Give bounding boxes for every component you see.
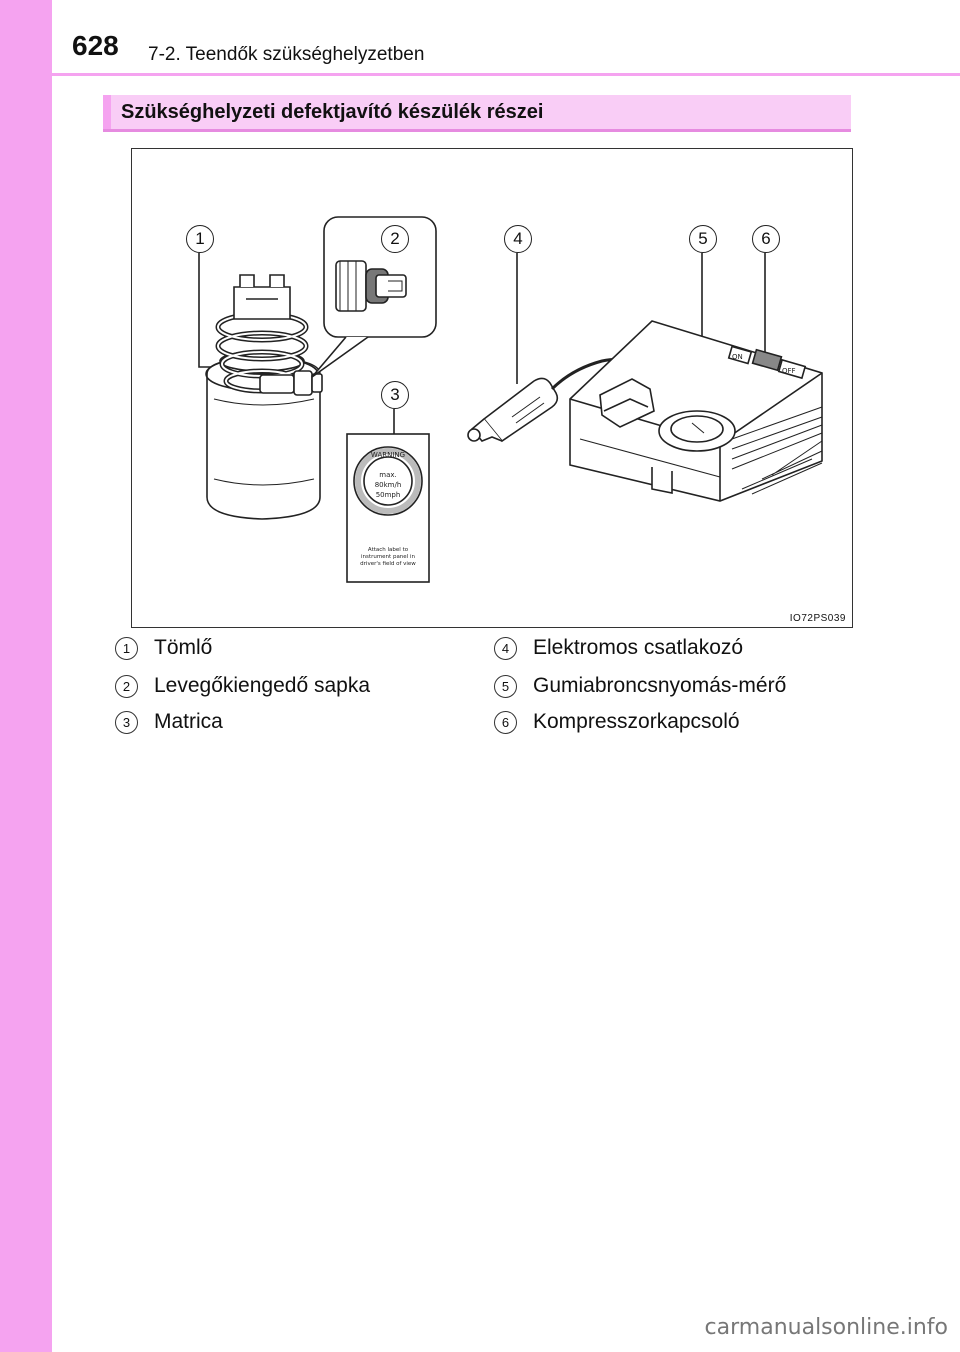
illustration-drawing xyxy=(132,149,852,627)
legend-item xyxy=(494,672,786,700)
legend-number: 1 xyxy=(115,637,138,660)
legend-label: Kompresszorkapcsoló xyxy=(533,710,740,733)
repair-kit-illustration xyxy=(131,148,853,628)
callout-2: 2 xyxy=(381,225,409,253)
callout-3: 3 xyxy=(381,381,409,409)
switch-label-on: ON xyxy=(732,353,743,361)
legend-label: Gumiabroncsnyomás-mérő xyxy=(533,674,787,697)
side-color-band xyxy=(0,0,52,1352)
legend-number: 2 xyxy=(115,675,138,698)
valve-fitting xyxy=(260,371,322,395)
callout-4: 4 xyxy=(504,225,532,253)
sticker-note-line1: Attach label to xyxy=(367,547,409,553)
switch-label-off: OFF xyxy=(782,367,796,375)
footer-watermark[interactable]: carmanualsonline.info xyxy=(704,1315,948,1340)
legend-number: 6 xyxy=(494,711,517,734)
callout-5: 5 xyxy=(689,225,717,253)
section-header xyxy=(103,95,851,132)
legend-item xyxy=(494,634,743,662)
sticker-note-line3: driver's field of view xyxy=(360,561,416,567)
sticker-note-line2: instrument panel in xyxy=(361,554,415,560)
sticker-kmh-text: 80km/h xyxy=(374,481,402,489)
page-number: 628 xyxy=(72,30,119,61)
hose-nozzle xyxy=(234,275,290,319)
header-rule xyxy=(52,73,960,76)
chapter-title: 7-2. Teendők szükséghelyzetben xyxy=(148,44,425,65)
sticker-warning-text: WARNING xyxy=(370,451,406,459)
legend-label: Elektromos csatlakozó xyxy=(533,636,744,659)
section-title: Szükséghelyzeti defektjavító készülék részei xyxy=(121,101,544,123)
legend-label: Tömlő xyxy=(154,636,213,659)
sticker-mph-text: 50mph xyxy=(375,491,401,499)
legend-number: 5 xyxy=(494,675,517,698)
air-compressor xyxy=(570,321,822,501)
callout-6: 6 xyxy=(752,225,780,253)
legend-item xyxy=(115,672,370,700)
sticker-max-text: max. xyxy=(379,471,397,479)
callout-1: 1 xyxy=(186,225,214,253)
legend-label: Matrica xyxy=(154,710,223,733)
zoom-inset xyxy=(312,217,436,377)
legend-item xyxy=(115,708,223,736)
legend-item xyxy=(494,708,740,736)
power-plug xyxy=(468,378,557,441)
figure-code: IO72PS039 xyxy=(789,613,846,624)
legend-number: 3 xyxy=(115,711,138,734)
legend-item xyxy=(115,634,212,662)
legend-number: 4 xyxy=(494,637,517,660)
section-accent xyxy=(103,95,111,129)
legend-label: Levegőkiengedő sapka xyxy=(154,674,371,697)
